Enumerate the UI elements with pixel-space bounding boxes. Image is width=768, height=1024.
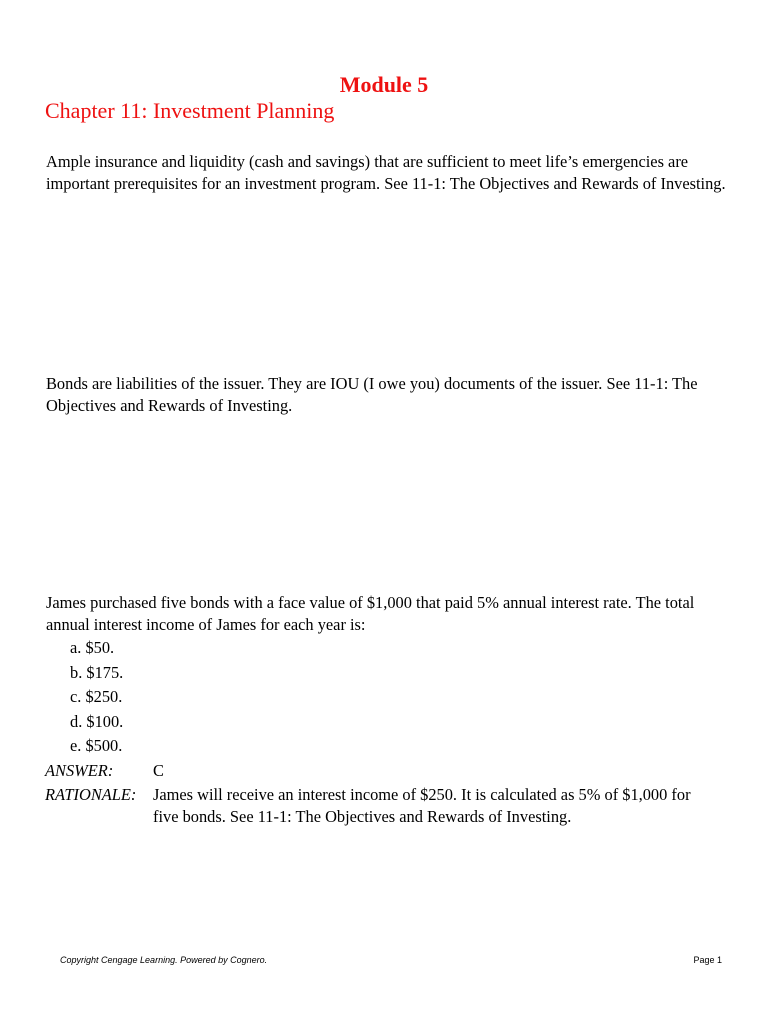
- answer-row: [45, 760, 713, 782]
- choice-c: c. $250.: [70, 687, 123, 707]
- choice-d: d. $100.: [70, 711, 124, 731]
- answer-label: ANSWER:: [45, 761, 114, 780]
- choice-a: a. $50.: [70, 638, 115, 657]
- module-heading: Module 5: [339, 72, 429, 97]
- choice-b: b. $175.: [70, 662, 124, 682]
- choice-e: e. $500.: [70, 736, 123, 756]
- paragraph-bonds: Bonds are liabilities of the issuer. They are IOU (I owe you) documents of the issuer. See 11-1: The Objectives and Rewards of Investing.: [46, 374, 698, 415]
- chapter-title: Chapter 11: Investment Planning: [45, 98, 335, 123]
- rationale-label: RATIONALE:: [45, 785, 137, 804]
- answer-value: C: [153, 761, 164, 780]
- paragraph-insurance-liquidity: Ample insurance and liquidity (cash and savings) that are sufficient to meet life’s emergencies are important prerequisites for an investment program. See 11-1: The Objectives and Rewards of Investing.: [46, 152, 726, 193]
- footer-copyright: Copyright Cengage Learning. Powered by Cognero.: [60, 955, 268, 965]
- footer-page-number: Page 1: [693, 955, 722, 965]
- rationale-row: [45, 784, 713, 828]
- rationale-text: James will receive an interest income of $250. It is calculated as 5% of $1,000 for five bonds. See 11-1: The Objectives and Rewards of Investing.: [153, 785, 691, 826]
- question-text: James purchased five bonds with a face value of $1,000 that paid 5% annual interest rate. The total annual interest income of James for each year is:: [46, 593, 695, 634]
- answer-choices: [70, 636, 123, 759]
